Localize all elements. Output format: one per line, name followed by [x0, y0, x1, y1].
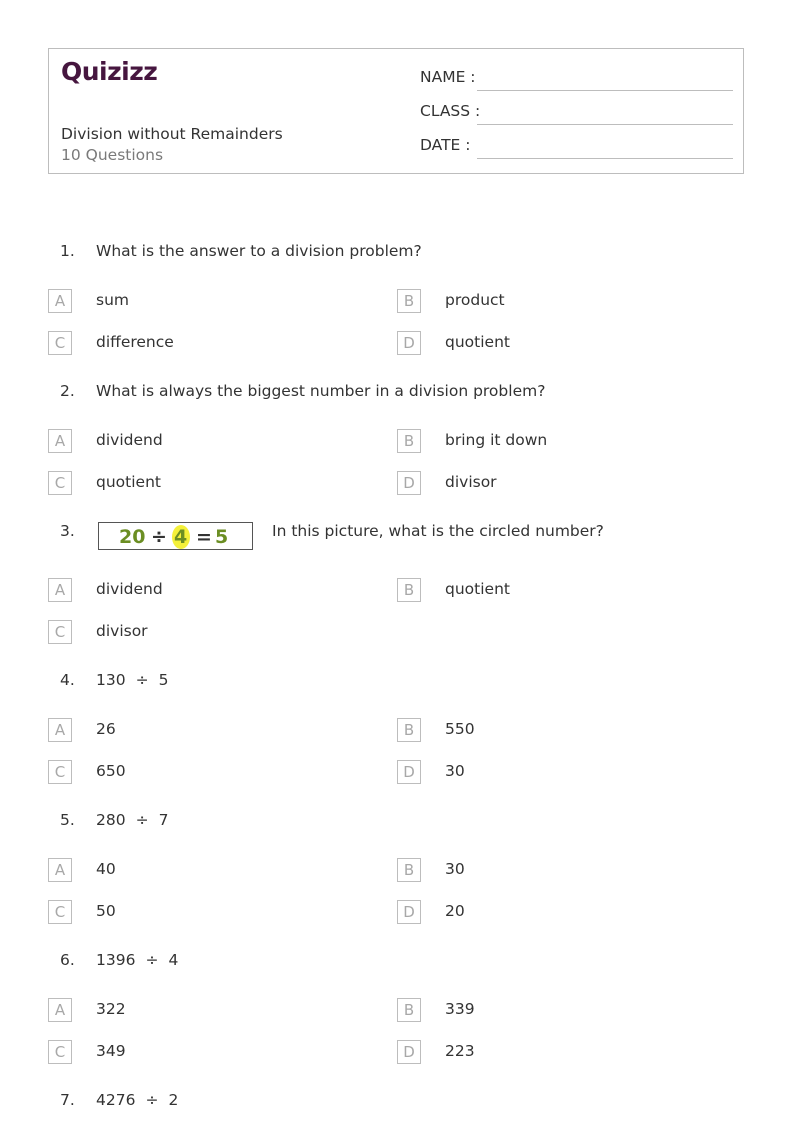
option-text: bring it down: [445, 431, 548, 449]
option-letter[interactable]: D: [397, 331, 421, 355]
option-text: quotient: [445, 333, 510, 351]
option-text: divisor: [445, 473, 497, 491]
question-expression: [96, 811, 168, 829]
option-text: quotient: [96, 473, 161, 491]
option-text: 349: [96, 1042, 126, 1060]
question-number: 7.: [60, 1091, 75, 1109]
option-text: 20: [445, 902, 465, 920]
picture-circled-number: 4: [174, 526, 188, 548]
expression-divisor: 2: [168, 1091, 179, 1109]
option-text: 550: [445, 720, 475, 738]
quizizz-logo: Quizizz: [61, 57, 158, 86]
option-letter[interactable]: C: [48, 331, 72, 355]
question-expression: [96, 671, 168, 689]
division-picture: [98, 522, 253, 550]
option-text: 650: [96, 762, 126, 780]
divide-sign: ÷: [145, 1091, 159, 1109]
option-text: 50: [96, 902, 116, 920]
class-label: CLASS :: [420, 102, 481, 120]
option-text: divisor: [96, 622, 148, 640]
date-line[interactable]: [477, 157, 733, 159]
option-letter[interactable]: A: [48, 289, 72, 313]
divide-sign: ÷: [135, 811, 149, 829]
expression-dividend: 130: [96, 671, 126, 689]
option-text: 339: [445, 1000, 475, 1018]
expression-divisor: 4: [168, 951, 179, 969]
divide-sign: ÷: [135, 671, 149, 689]
option-letter[interactable]: C: [48, 900, 72, 924]
date-label: DATE :: [420, 136, 471, 154]
worksheet-header: [48, 48, 744, 174]
question-number: 3.: [60, 522, 75, 540]
question-text: What is the answer to a division problem?: [96, 242, 422, 260]
expression-divisor: 5: [158, 671, 169, 689]
question-number: 4.: [60, 671, 75, 689]
question-text: What is always the biggest number in a division problem?: [96, 382, 546, 400]
picture-equals-sign: =: [196, 526, 212, 548]
option-text: dividend: [96, 580, 163, 598]
option-letter[interactable]: C: [48, 471, 72, 495]
option-text: 30: [445, 860, 465, 878]
name-line[interactable]: [477, 89, 733, 91]
option-letter[interactable]: B: [397, 858, 421, 882]
option-text: 30: [445, 762, 465, 780]
name-label: NAME :: [420, 68, 476, 86]
option-letter[interactable]: C: [48, 760, 72, 784]
option-letter[interactable]: B: [397, 289, 421, 313]
option-text: product: [445, 291, 505, 309]
option-letter[interactable]: A: [48, 718, 72, 742]
picture-divide-sign: ÷: [151, 526, 167, 548]
option-letter[interactable]: A: [48, 998, 72, 1022]
picture-quotient: 5: [215, 526, 229, 548]
option-letter[interactable]: D: [397, 900, 421, 924]
division-picture-svg: [99, 523, 252, 549]
option-letter[interactable]: B: [397, 998, 421, 1022]
option-letter[interactable]: C: [48, 1040, 72, 1064]
option-letter[interactable]: D: [397, 760, 421, 784]
class-line[interactable]: [477, 123, 733, 125]
option-text: quotient: [445, 580, 510, 598]
option-text: dividend: [96, 431, 163, 449]
question-expression: [96, 951, 178, 969]
expression-dividend: 4276: [96, 1091, 136, 1109]
question-number: 2.: [60, 382, 75, 400]
option-text: 40: [96, 860, 116, 878]
option-letter[interactable]: B: [397, 718, 421, 742]
picture-dividend: 20: [119, 526, 146, 548]
option-letter[interactable]: A: [48, 429, 72, 453]
option-text: sum: [96, 291, 129, 309]
question-expression: [96, 1091, 178, 1109]
option-letter[interactable]: D: [397, 471, 421, 495]
option-letter[interactable]: D: [397, 1040, 421, 1064]
option-letter[interactable]: A: [48, 858, 72, 882]
worksheet-title: Division without Remainders: [61, 125, 283, 143]
option-text: difference: [96, 333, 174, 351]
question-number: 5.: [60, 811, 75, 829]
question-count: 10 Questions: [61, 146, 164, 164]
option-letter[interactable]: B: [397, 429, 421, 453]
expression-dividend: 280: [96, 811, 126, 829]
option-text: 223: [445, 1042, 475, 1060]
question-text: In this picture, what is the circled number?: [272, 522, 604, 540]
option-letter[interactable]: A: [48, 578, 72, 602]
expression-divisor: 7: [158, 811, 169, 829]
question-number: 1.: [60, 242, 75, 260]
option-letter[interactable]: B: [397, 578, 421, 602]
option-letter[interactable]: C: [48, 620, 72, 644]
question-number: 6.: [60, 951, 75, 969]
expression-dividend: 1396: [96, 951, 136, 969]
option-text: 322: [96, 1000, 126, 1018]
divide-sign: ÷: [145, 951, 159, 969]
option-text: 26: [96, 720, 116, 738]
